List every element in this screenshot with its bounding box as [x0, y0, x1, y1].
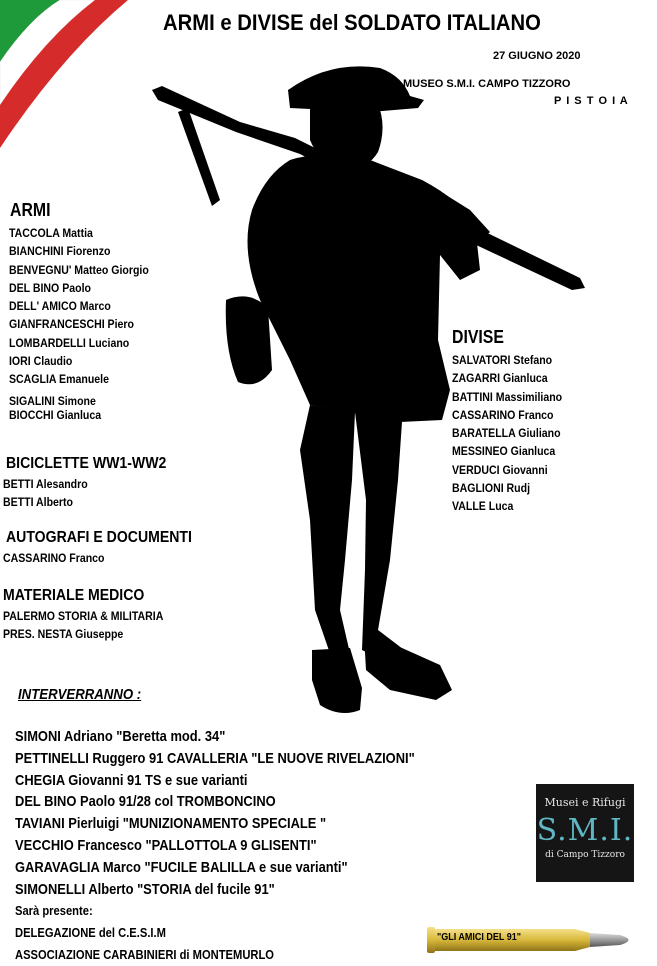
poster-title: ARMI e DIVISE del SOLDATO ITALIANO [163, 10, 541, 35]
event-city: P I S T O I A [554, 95, 629, 107]
smi-museum-logo [536, 784, 634, 882]
list-item: CASSARINO Franco [3, 551, 105, 565]
list-item: MESSINEO Gianluca [452, 444, 556, 459]
autografi-heading: AUTOGRAFI E DOCUMENTI [6, 529, 192, 546]
biciclette-heading: BICICLETTE WW1-WW2 [6, 455, 167, 472]
event-venue: MUSEO S.M.I. CAMPO TIZZORO [403, 78, 571, 90]
speaker-item: DEL BINO Paolo 91/28 col TROMBONCINO [15, 793, 276, 811]
medico-list [3, 607, 163, 644]
list-item: TACCOLA Mattia [9, 226, 93, 240]
list-item: VERDUCI Giovanni [452, 462, 548, 477]
list-item: BATTINI Massimiliano [452, 389, 563, 404]
event-date: 27 GIUGNO 2020 [493, 50, 581, 62]
list-item: BETTI Alesandro [3, 477, 88, 491]
divise-list [452, 351, 562, 516]
list-item: GIANFRANCESCHI Piero [9, 317, 134, 332]
list-item: BIANCHINI Fiorenzo [9, 244, 111, 259]
list-item: PRES. NESTA Giuseppe [3, 627, 124, 642]
armi-list [9, 224, 149, 424]
list-item: PALERMO STORIA & MILITARIA [3, 609, 164, 623]
presente-item: DELEGAZIONE del C.E.S.I.M [15, 925, 166, 941]
list-item: SIGALINI Simone [9, 393, 96, 408]
logo-line-3: di Campo Tizzoro [545, 850, 625, 860]
autografi-list [3, 549, 105, 567]
list-item: SCAGLIA Emanuele [9, 372, 109, 387]
bullet-label: "GLI AMICI DEL 91" [437, 932, 522, 943]
speaker-item: GARAVAGLIA Marco "FUCILE BALILLA e sue varianti" [15, 858, 348, 876]
interverranno-heading: INTERVERRANNO : [18, 686, 142, 703]
logo-line-1: Musei e Rifugi [544, 796, 626, 809]
speaker-item: SIMONI Adriano "Beretta mod. 34" [15, 728, 226, 745]
list-item: LOMBARDELLI Luciano [9, 335, 130, 350]
speaker-item: CHEGIA Giovanni 91 TS e sue varianti [15, 771, 248, 789]
presente-item: ASSOCIAZIONE CARABINIERI di MONTEMURLO [15, 946, 275, 962]
list-item: SALVATORI Stefano [452, 353, 553, 367]
presente-label: Sarà presente: [15, 903, 93, 919]
speaker-item: SIMONELLI Alberto "STORIA del fucile 91" [15, 880, 275, 898]
list-item: BAGLIONI Rudj [452, 481, 531, 496]
logo-line-2: S.M.I. [536, 813, 634, 848]
list-item: BENVEGNU' Matteo Giorgio [9, 262, 149, 277]
list-item: DELL' AMICO Marco [9, 299, 111, 314]
speaker-item: PETTINELLI Ruggero 91 CAVALLERIA "LE NUOVE RIVELAZIONI" [15, 749, 415, 767]
list-item: VALLE Luca [452, 499, 514, 514]
medico-heading: MATERIALE MEDICO [3, 587, 145, 604]
list-item: CASSARINO Franco [452, 407, 554, 422]
speaker-item: VECCHIO Francesco "PALLOTTOLA 9 GLISENTI" [15, 836, 317, 854]
speaker-item: TAVIANI Pierluigi "MUNIZIONAMENTO SPECIALE " [15, 815, 327, 833]
speakers-list [15, 726, 415, 966]
divise-heading: DIVISE [452, 327, 504, 347]
list-item: DEL BINO Paolo [9, 280, 91, 295]
italian-flag-graphic [0, 0, 135, 150]
list-item: IORI Claudio [9, 354, 73, 369]
armi-heading: ARMI [10, 200, 51, 220]
list-item: ZAGARRI Gianluca [452, 371, 548, 386]
biciclette-list [3, 475, 88, 512]
list-item: BIOCCHI Gianluca [9, 407, 102, 422]
list-item: BARATELLA Giuliano [452, 426, 561, 441]
list-item: BETTI Alberto [3, 495, 74, 510]
